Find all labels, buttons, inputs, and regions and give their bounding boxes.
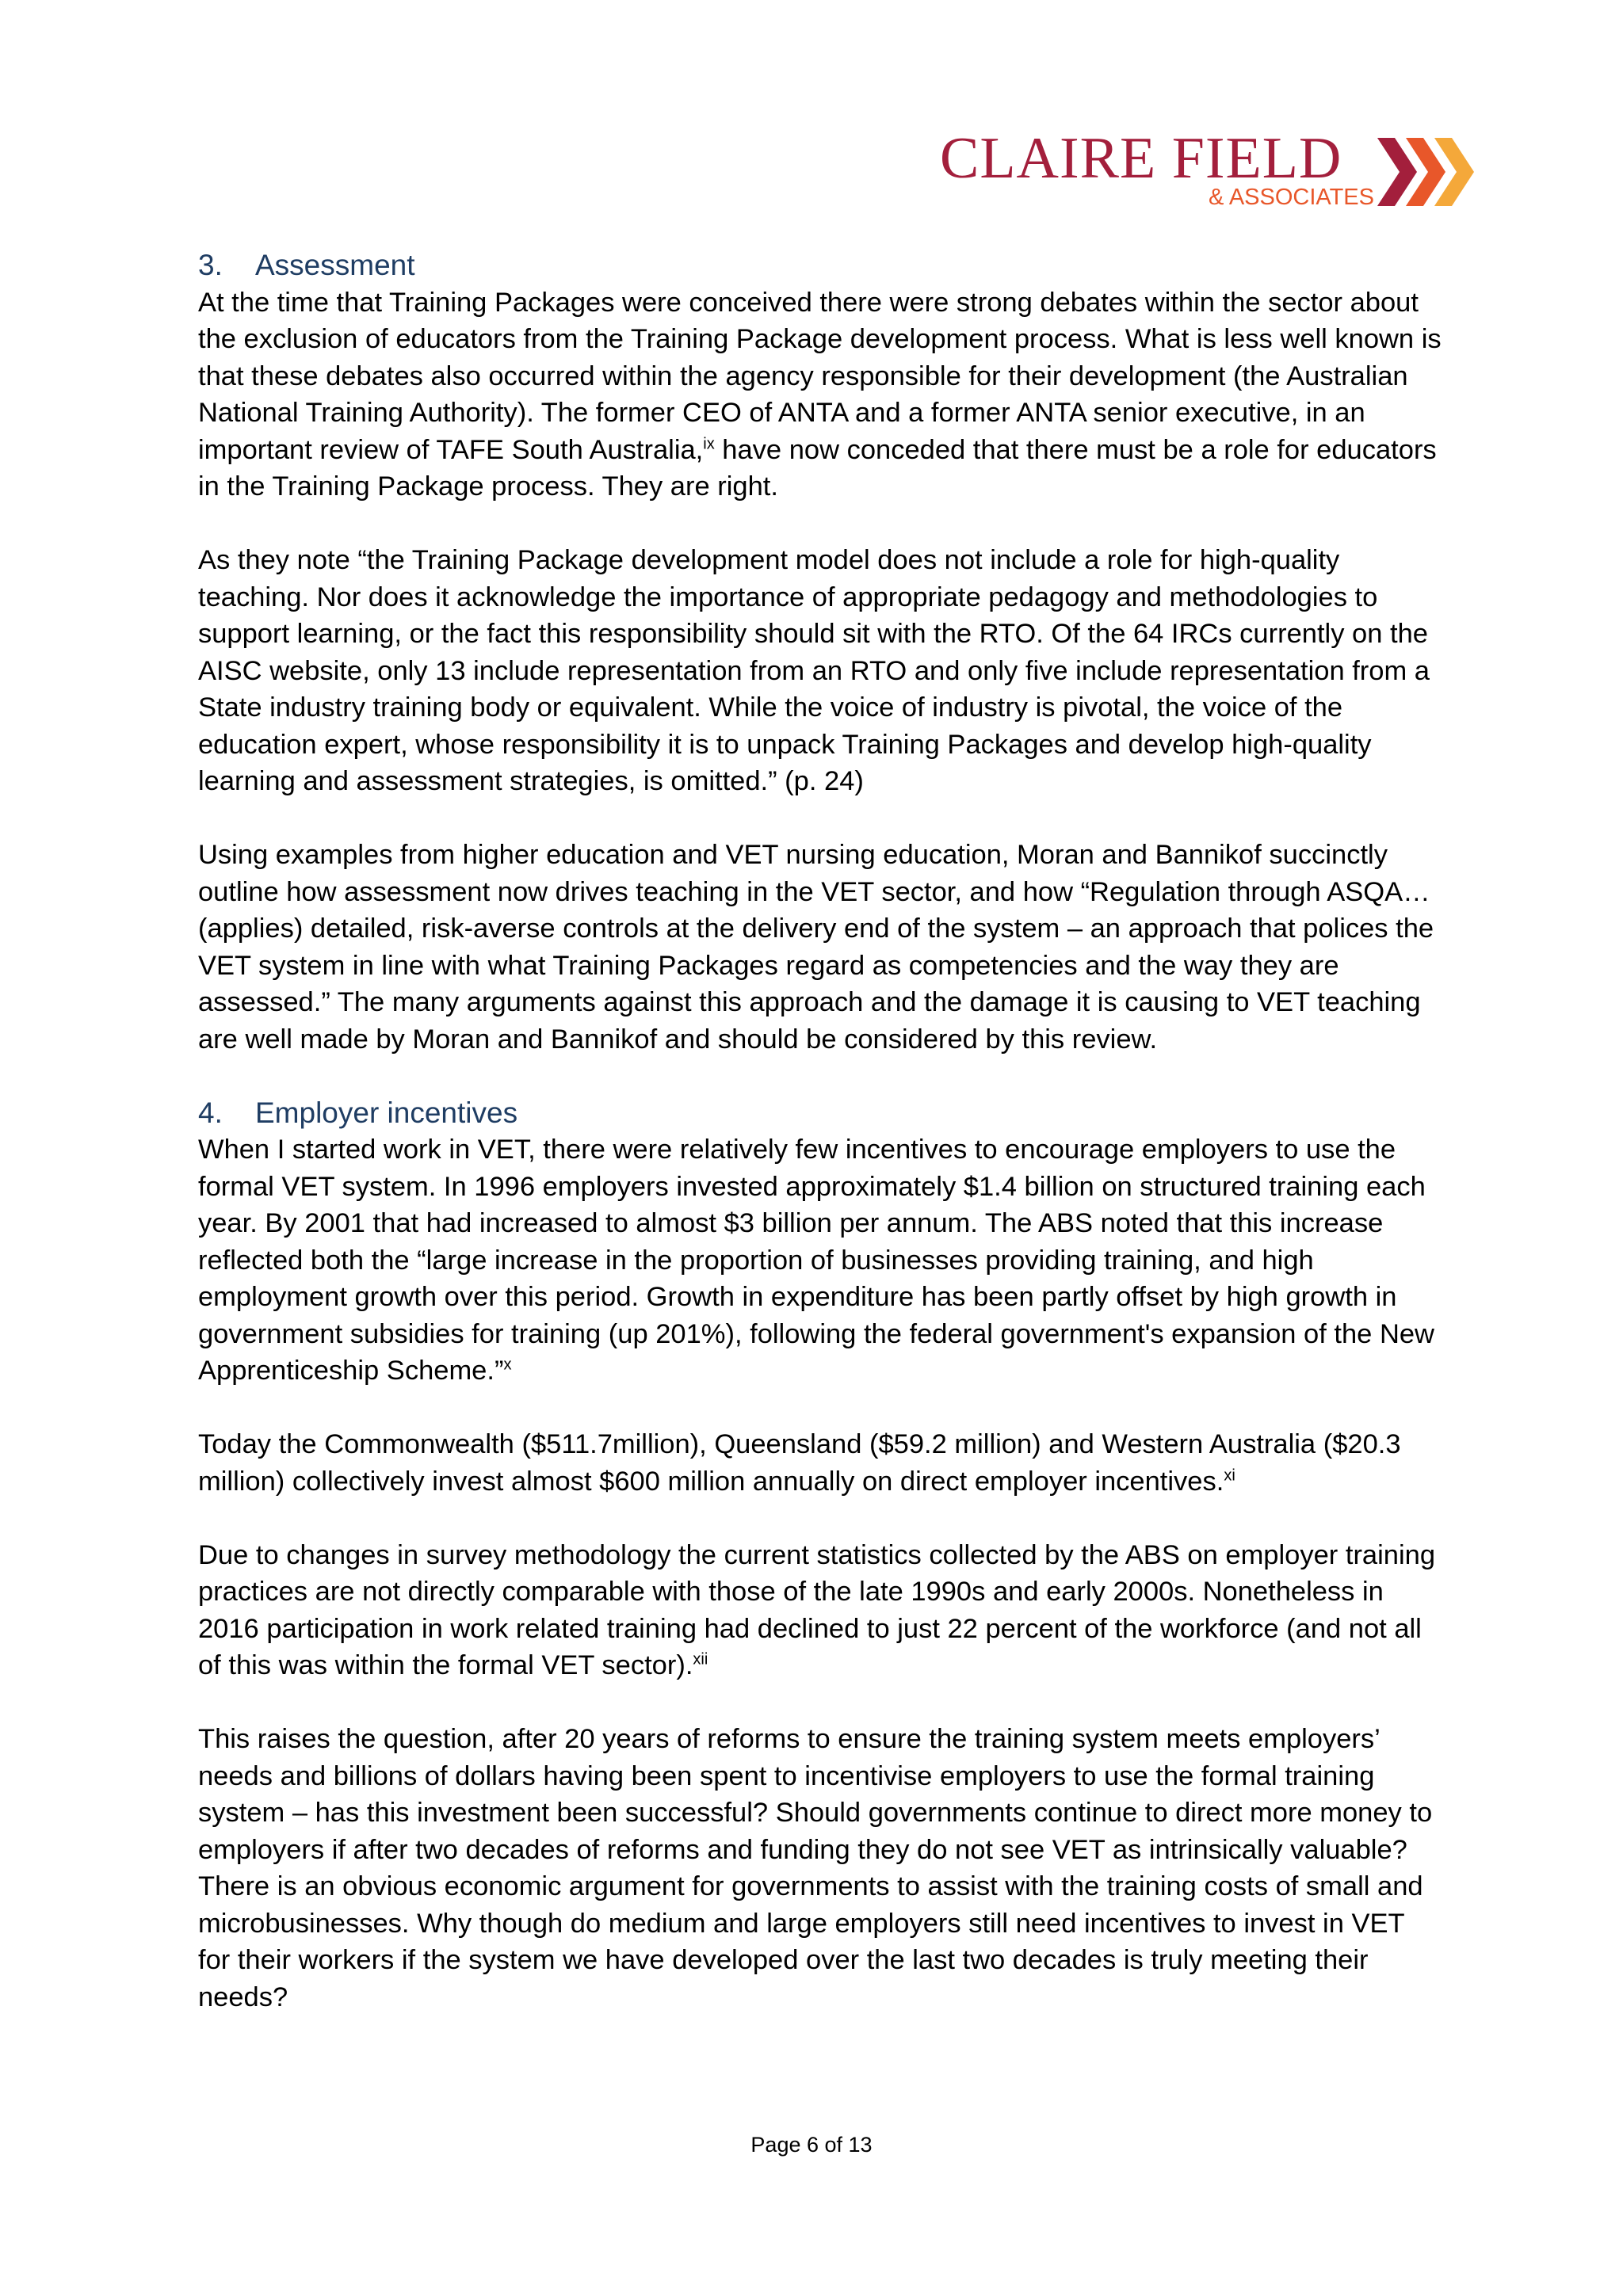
section-title: Assessment (255, 249, 415, 281)
logo-subtitle: & ASSOCIATES (1209, 185, 1374, 210)
paragraph: At the time that Training Packages were conceived there were strong debates within the sector about the exclusion of educators from the Training Package development process. What is less well known is that these debates also occurred within the agency responsible for their development (the Australian National Training Authority). The former CEO of ANTA and a former ANTA senior executive, in an important review of TAFE South Australia,$^{ix}$ have now conceded that there must be a role for educators in the Training Package process. They are right. (198, 287, 1442, 502)
footnote-ref-xii[interactable]: xii (693, 1650, 708, 1669)
paragraph: When I started work in VET, there were relatively few incentives to encourage employers to use the formal VET system. In 1996 employers invested approximately $1.4 billion on structured training each year. By 2001 that had increased to almost $3 billion per annum. The ABS noted that this increase reflected both the “large increase in the proportion of businesses providing training, and high employment growth over this period. Growth in expenditure has been partly offset by high growth in government subsidies for training (up 201%), following the federal government's expansion of the New Apprenticeship Scheme.”$^x$ (198, 1135, 1434, 1386)
paragraph: Due to changes in survey methodology the current statistics collected by the ABS on employer training practices are not directly comparable with those of the late 1990s and early 2000s. Nonetheless in 2016 participation in work related training had declined to just 22 percent of the workforce (and not all of this was within the formal VET sector).$^{xii}$ (198, 1539, 1436, 1680)
paragraph: Using examples from higher education and VET nursing education, Moran and Bannikof succinctly outline how assessment now drives teaching in the VET sector, and how “Regulation through ASQA… (applies) detailed, risk-averse controls at the delivery end of the system – an approach that polices the VET system in line with what Training Packages regard as competencies and the way they are assessed.” The many arguments against this approach and the damage it is causing to VET teaching are well made by Moran and Bannikof and should be considered by this review. (198, 840, 1434, 1055)
logo-name: CLAIRE FIELD (940, 126, 1342, 191)
company-logo (940, 127, 1479, 214)
section-heading-employer-incentives (198, 1095, 1442, 1132)
footnote-ref-x[interactable]: x (503, 1356, 512, 1374)
paragraph: As they note “the Training Package development model does not include a role for high-quality teaching. Nor does it acknowledge the importance of appropriate pedagogy and methodologies to support learning, or the fact this responsibility should sit with the RTO. Of the 64 IRCs currently on the AISC website, only 13 include representation from an RTO and only five include representation from a State industry training body or equivalent. While the voice of industry is pivotal, the voice of the education expert, whose responsibility it is to unpack Training Packages and develop high-quality learning and assessment strategies, is omitted.” (p. 24) (198, 545, 1430, 796)
logo-chevron-1 (1377, 138, 1417, 206)
document-body (198, 247, 1442, 2053)
page-number: Page 6 of 13 (750, 2133, 873, 2157)
section-title: Employer incentives (255, 1096, 518, 1129)
footnote-ref-xi[interactable]: xi (1224, 1466, 1235, 1484)
paragraph: Today the Commonwealth ($511.7million), Queensland ($59.2 million) and Western Australia ($20.3 million) collectively invest almost $600 million annually on direct employer incentives.$^{xi}$ (198, 1429, 1401, 1497)
section-heading-assessment (198, 247, 1442, 284)
section-number: 3. (198, 249, 223, 281)
logo-chevrons-icon (1377, 138, 1479, 206)
footnote-ref-ix[interactable]: ix (703, 435, 715, 452)
section-number: 4. (198, 1096, 223, 1129)
paragraph: This raises the question, after 20 years of reforms to ensure the training system meets employers’ needs and billions of dollars having been spent to incentivise employers to use the formal training system – has this investment been successful? Should governments continue to direct more money to employers if after two decades of reforms and funding they do not see VET as intrinsically valuable? There is an obvious economic argument for governments to assist with the training costs of small and microbusinesses. Why though do medium and large employers still need incentives to invest in VET for their workers if the system we have developed over the last two decades is truly meeting their needs? (198, 1724, 1433, 2012)
